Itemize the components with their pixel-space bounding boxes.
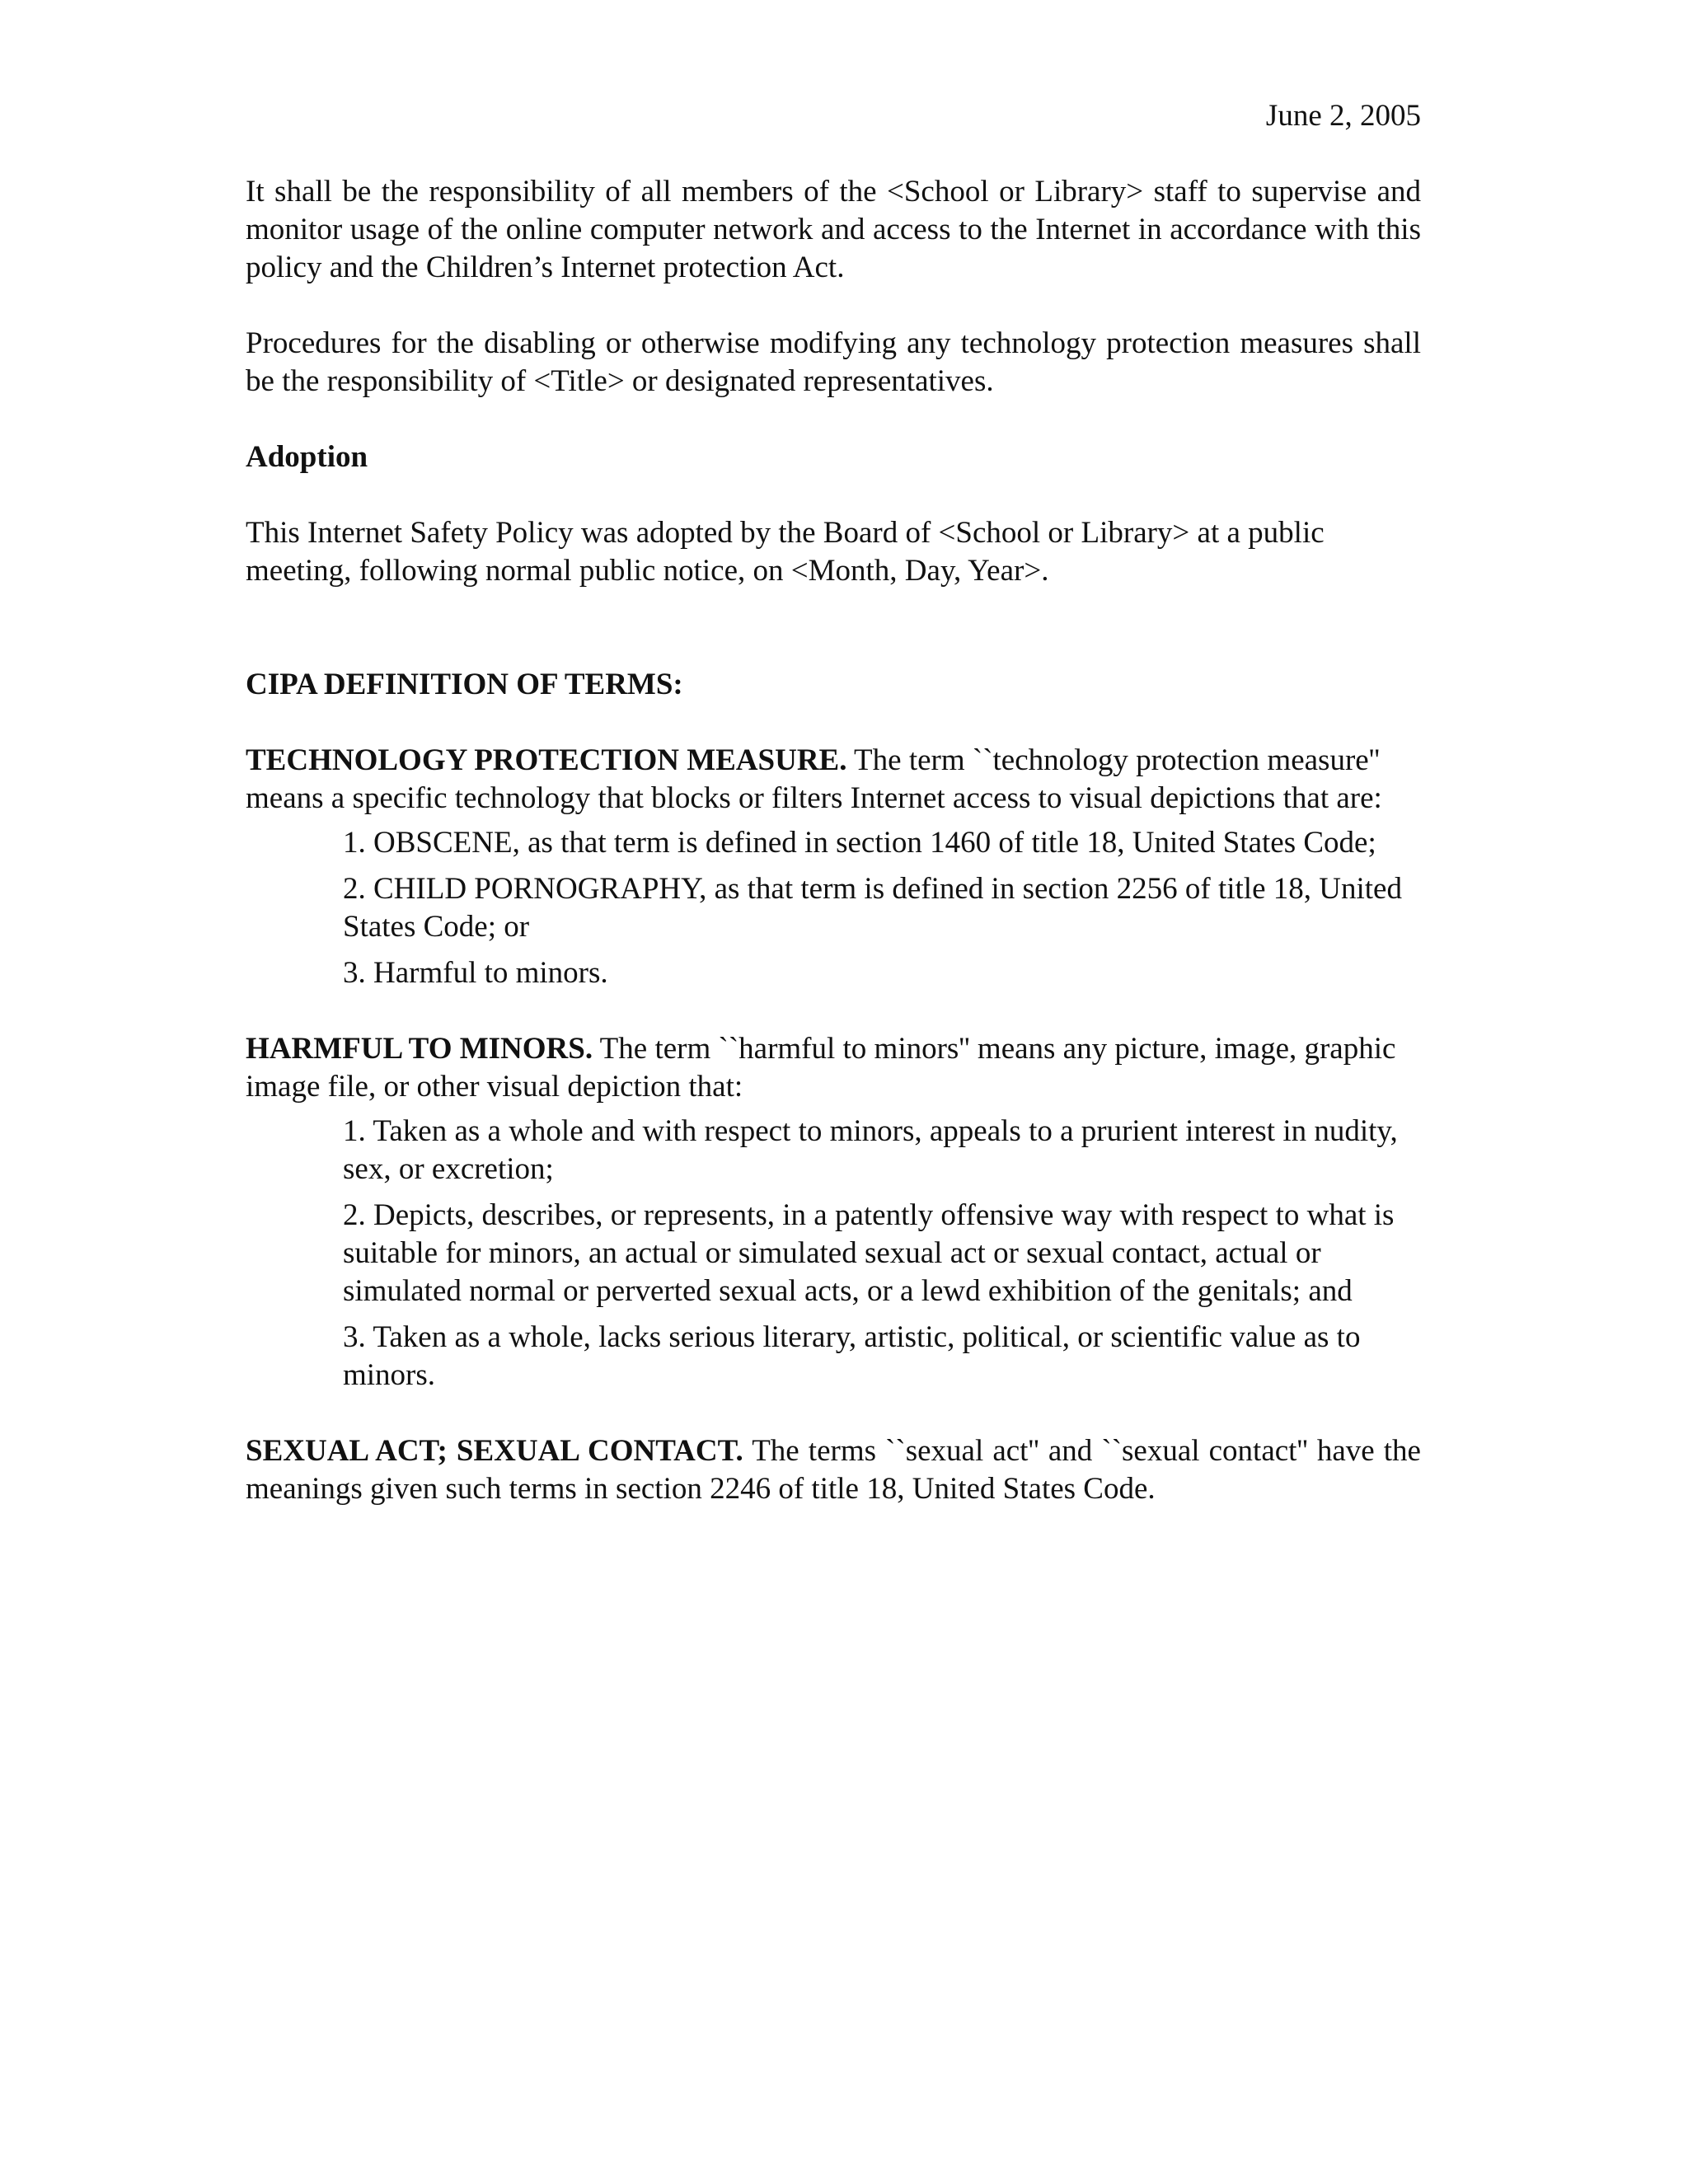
- list-item: 3. Harmful to minors.: [343, 956, 608, 990]
- definition-text: The terms ``sexual act'' and ``sexual contact'' have the meanings given such terms in section 2246 of title 18, United States Code.: [246, 1434, 1421, 1506]
- definition-intro: [246, 1030, 1421, 1106]
- definition-text: The term ``harmful to minors'' means any picture, image, graphic image file, or other visual depiction that:: [246, 1032, 1396, 1104]
- definition-term: SEXUAL ACT; SEXUAL CONTACT.: [246, 1434, 743, 1468]
- cipa-definitions-heading: CIPA DEFINITION OF TERMS:: [246, 668, 683, 701]
- definition-term: TECHNOLOGY PROTECTION MEASURE.: [246, 743, 847, 777]
- list-item: 1. Taken as a whole and with respect to minors, appeals to a prurient interest in nudity, sex, or excretion;: [343, 1114, 1398, 1186]
- definition-sexual-act-contact: [246, 1432, 1421, 1508]
- definition-intro: [246, 742, 1421, 818]
- definition-intro: [246, 1432, 1421, 1508]
- procedures-paragraph: Procedures for the disabling or otherwise modifying any technology protection measures shall be the responsibility of <Title> or designated representatives.: [246, 326, 1421, 398]
- definition-text: The term ``technology protection measure'' means a specific technology that blocks or filters Internet access to visual depictions that are:: [246, 743, 1382, 815]
- document-date: June 2, 2005: [1265, 99, 1421, 133]
- document-page: [246, 97, 1421, 1546]
- definition-list: [246, 1113, 1421, 1394]
- list-item: 2. Depicts, describes, or represents, in a patently offensive way with respect to what is suitable for minors, an actual or simulated sexual act or sexual contact, actual or simulated normal or perverted sexual acts, or a lewd exhibition of the genitals; and: [343, 1198, 1395, 1308]
- definition-list: [246, 824, 1421, 992]
- list-item: 3. Taken as a whole, lacks serious literary, artistic, political, or scientific value as to minors.: [343, 1320, 1361, 1392]
- definition-harmful-to-minors: [246, 1030, 1421, 1394]
- adoption-paragraph: This Internet Safety Policy was adopted by the Board of <School or Library> at a public meeting, following normal public notice, on <Month, Day, Year>.: [246, 516, 1325, 588]
- responsibility-paragraph: It shall be the responsibility of all members of the <School or Library> staff to supervise and monitor usage of the online computer network and access to the Internet in accordance with this policy and the Children’s Internet protection Act.: [246, 175, 1421, 284]
- list-item: 2. CHILD PORNOGRAPHY, as that term is defined in section 2256 of title 18, United States Code; or: [343, 872, 1402, 944]
- adoption-heading: Adoption: [246, 440, 368, 474]
- list-item: 1. OBSCENE, as that term is defined in section 1460 of title 18, United States Code;: [343, 826, 1376, 860]
- definition-term: HARMFUL TO MINORS.: [246, 1032, 593, 1066]
- definition-technology-protection-measure: [246, 742, 1421, 992]
